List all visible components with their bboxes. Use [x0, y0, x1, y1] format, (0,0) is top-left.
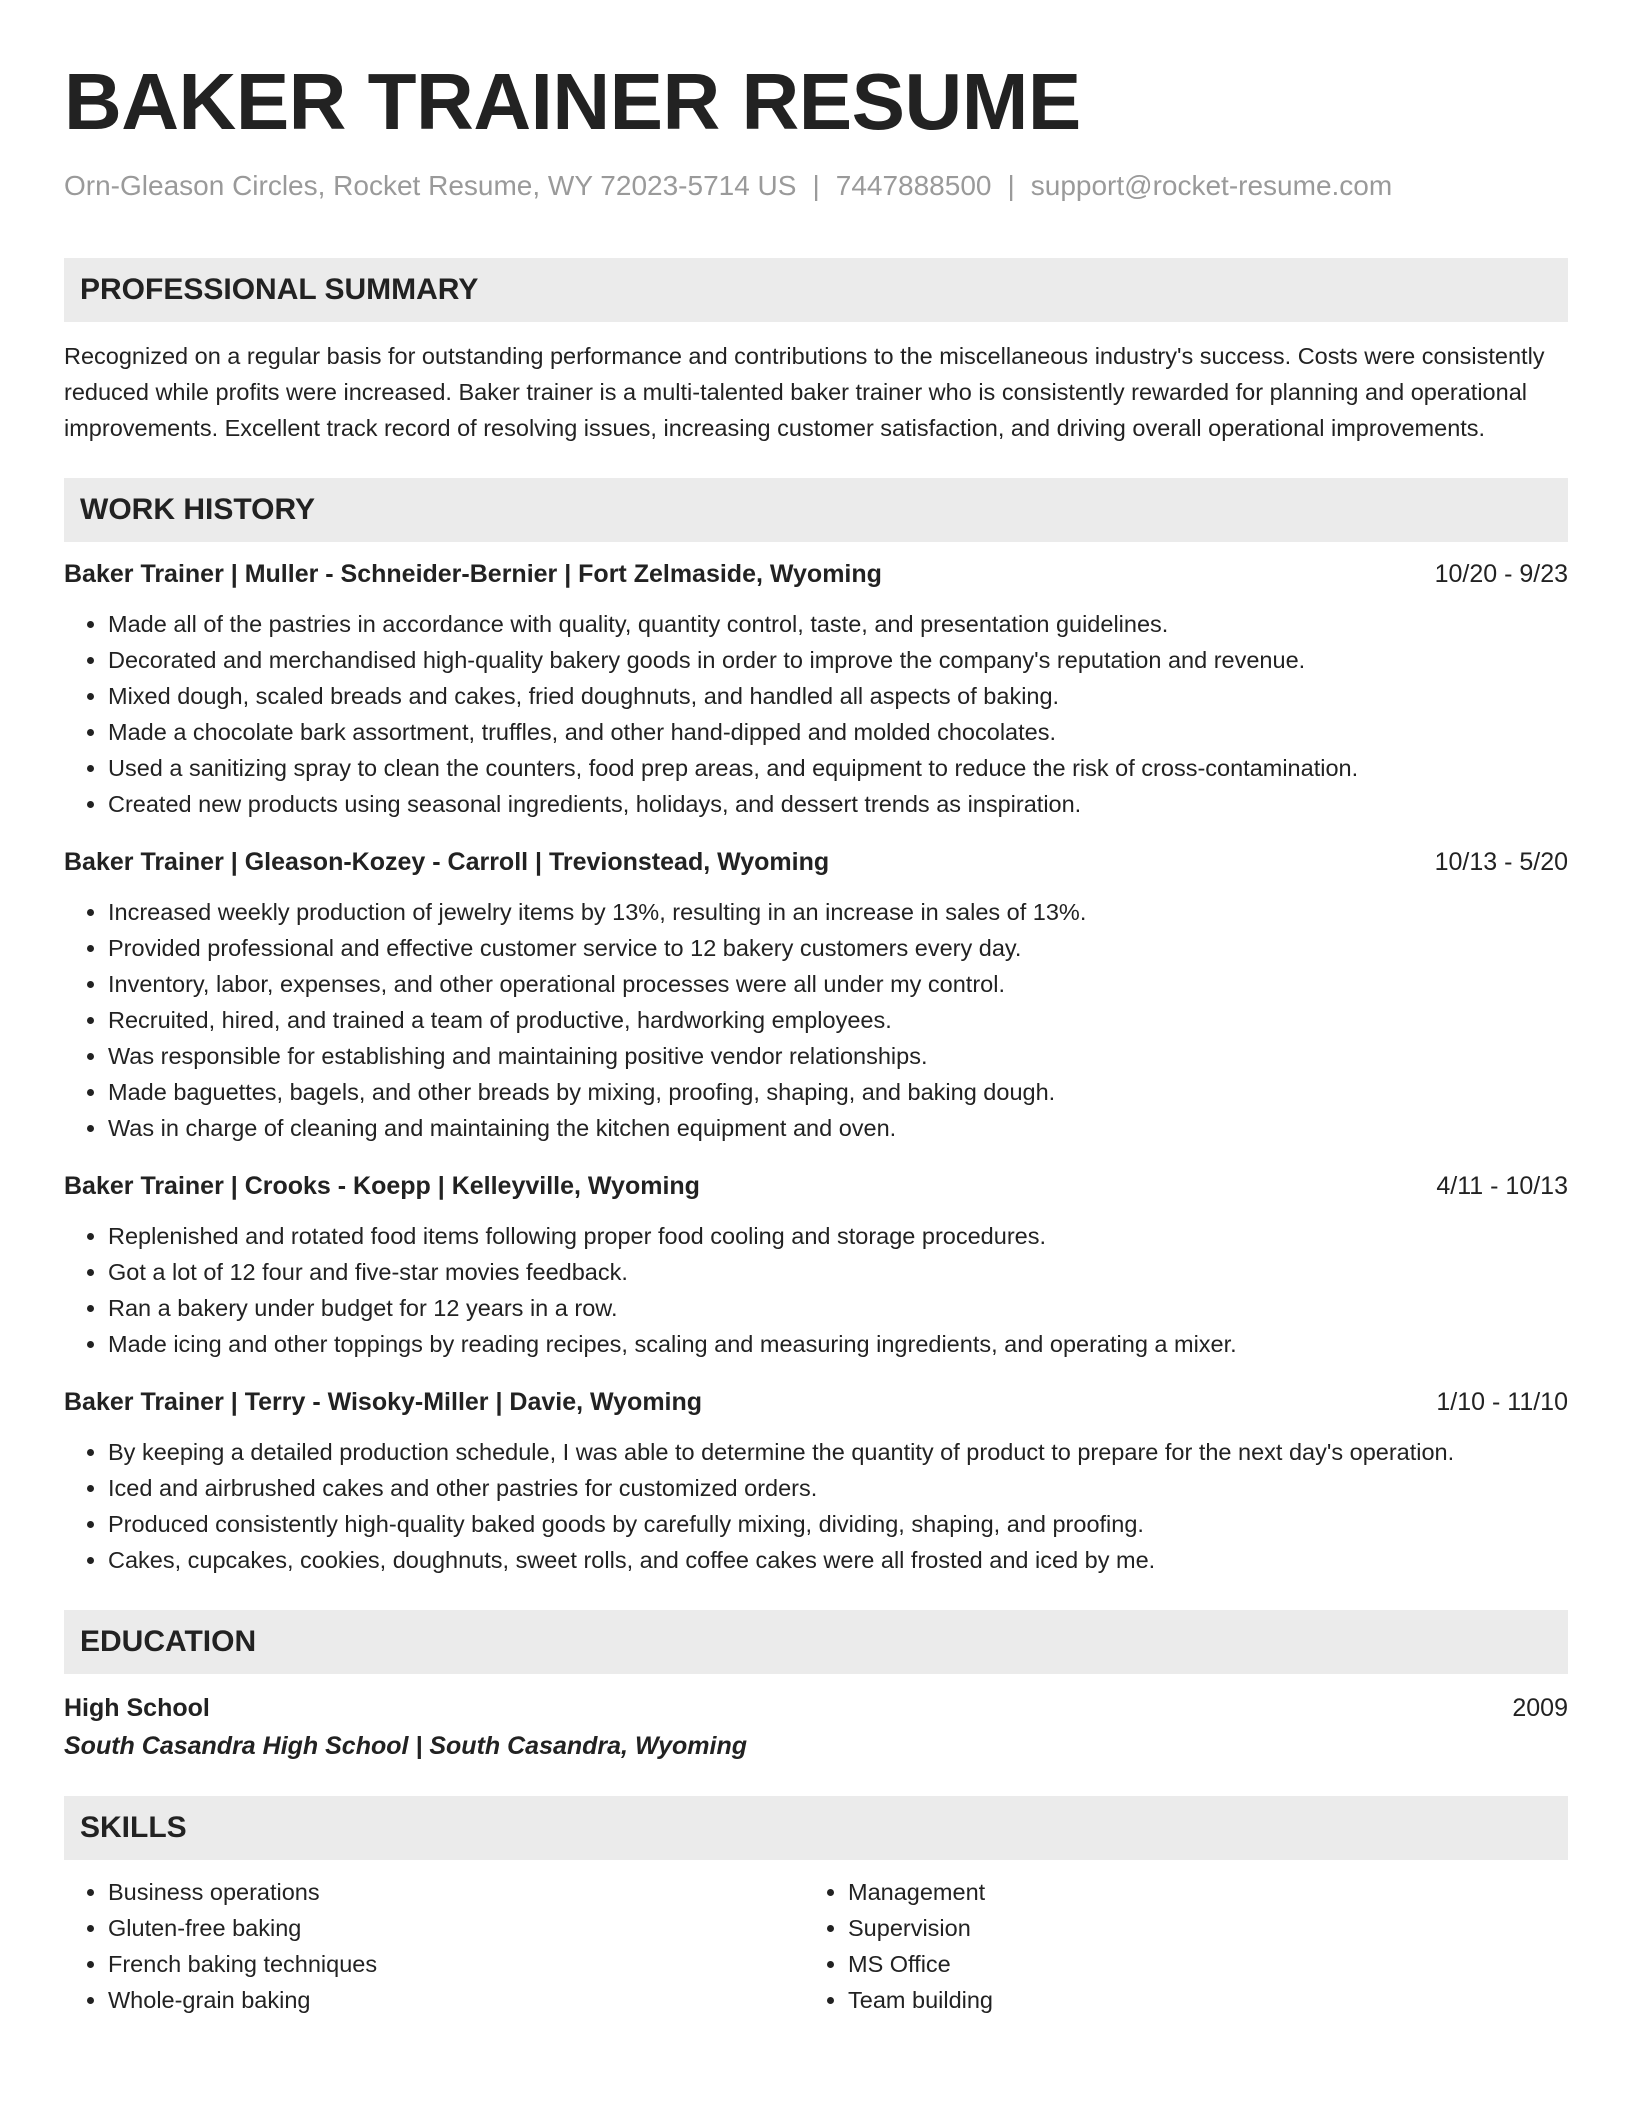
contact-line: [64, 168, 1568, 204]
contact-email: support@rocket-resume.com: [1030, 170, 1393, 201]
job-bullet: • Increased weekly production of jewelry items by 13%, resulting in an increase in sales of 13%.: [108, 894, 1568, 930]
job-title: Baker Trainer | Crooks - Koepp | Kelleyville, Wyoming: [64, 1172, 700, 1200]
skill-item: • Gluten-free baking: [108, 1910, 804, 1946]
skill-item: • French baking techniques: [108, 1946, 804, 1982]
job-header: [64, 1168, 1568, 1204]
job-header: [64, 556, 1568, 592]
job-bullet-list: [64, 894, 1568, 1146]
work-history-list: [64, 556, 1568, 1578]
job-bullet: • Created new products using seasonal ingredients, holidays, and dessert trends as inspiration.: [108, 786, 1568, 822]
job-bullet: • Was in charge of cleaning and maintaining the kitchen equipment and oven.: [108, 1110, 1568, 1146]
education-entry: [64, 1690, 1568, 1726]
job-bullet: • Made icing and other toppings by reading recipes, scaling and measuring ingredients, and operating a mixer.: [108, 1326, 1568, 1362]
job-bullet: • Inventory, labor, expenses, and other operational processes were all under my control.: [108, 966, 1568, 1002]
job-bullet: • Used a sanitizing spray to clean the counters, food prep areas, and equipment to reduce the risk of cross-contamination.: [108, 750, 1568, 786]
job-dates: 4/11 - 10/13: [1436, 1172, 1568, 1200]
skills-list: [64, 1874, 1568, 2018]
job-header: [64, 844, 1568, 880]
job-bullet: • By keeping a detailed production schedule, I was able to determine the quantity of product to prepare for the next day's operation.: [108, 1434, 1568, 1470]
job-title: Baker Trainer | Terry - Wisoky-Miller | Davie, Wyoming: [64, 1388, 703, 1416]
skill-item: • Management: [848, 1874, 1544, 1910]
contact-separator: |: [812, 170, 820, 201]
job-entry: [64, 556, 1568, 822]
skill-item: • Team building: [848, 1982, 1544, 2018]
education-degree: High School: [64, 1694, 210, 1722]
job-bullet: • Replenished and rotated food items following proper food cooling and storage procedures.: [108, 1218, 1568, 1254]
job-entry: [64, 1168, 1568, 1362]
section-heading-skills: SKILLS: [64, 1796, 1568, 1860]
job-dates: 10/20 - 9/23: [1434, 560, 1568, 588]
skill-item: • Business operations: [108, 1874, 804, 1910]
skill-item: • Supervision: [848, 1910, 1544, 1946]
job-bullet: • Provided professional and effective customer service to 12 bakery customers every day.: [108, 930, 1568, 966]
job-bullet: • Iced and airbrushed cakes and other pastries for customized orders.: [108, 1470, 1568, 1506]
skill-item: • Whole-grain baking: [108, 1982, 804, 2018]
job-bullet-list: [64, 1218, 1568, 1362]
job-bullet-list: [64, 606, 1568, 822]
job-bullet: • Mixed dough, scaled breads and cakes, fried doughnuts, and handled all aspects of baking.: [108, 678, 1568, 714]
contact-phone: 7447888500: [835, 170, 992, 201]
skill-item: • MS Office: [848, 1946, 1544, 1982]
education-year: 2009: [1512, 1694, 1568, 1722]
resume-title: BAKER TRAINER RESUME: [64, 57, 1081, 146]
job-bullet: • Cakes, cupcakes, cookies, doughnuts, sweet rolls, and coffee cakes were all frosted and iced by me.: [108, 1542, 1568, 1578]
education-school: South Casandra High School | South Casandra, Wyoming: [64, 1732, 747, 1760]
job-dates: 1/10 - 11/10: [1436, 1388, 1568, 1416]
section-heading-work: WORK HISTORY: [64, 478, 1568, 542]
job-bullet: • Made all of the pastries in accordance with quality, quantity control, taste, and presentation guidelines.: [108, 606, 1568, 642]
job-entry: [64, 1384, 1568, 1578]
job-bullet: • Recruited, hired, and trained a team of productive, hardworking employees.: [108, 1002, 1568, 1038]
job-bullet: • Ran a bakery under budget for 12 years in a row.: [108, 1290, 1568, 1326]
job-bullet-list: [64, 1434, 1568, 1578]
job-bullet: • Was responsible for establishing and maintaining positive vendor relationships.: [108, 1038, 1568, 1074]
job-bullet: • Produced consistently high-quality baked goods by carefully mixing, dividing, shaping, and proofing.: [108, 1506, 1568, 1542]
section-heading-summary: PROFESSIONAL SUMMARY: [64, 258, 1568, 322]
contact-separator: |: [1007, 170, 1015, 201]
skills-column-right: [804, 1874, 1544, 2018]
job-dates: 10/13 - 5/20: [1434, 848, 1568, 876]
job-bullet: • Made a chocolate bark assortment, truffles, and other hand-dipped and molded chocolates.: [108, 714, 1568, 750]
job-bullet: • Made baguettes, bagels, and other breads by mixing, proofing, shaping, and baking dough.: [108, 1074, 1568, 1110]
job-header: [64, 1384, 1568, 1420]
job-entry: [64, 844, 1568, 1146]
skills-column-left: [64, 1874, 804, 2018]
job-title: Baker Trainer | Gleason-Kozey - Carroll | Trevionstead, Wyoming: [64, 848, 830, 876]
contact-address: Orn-Gleason Circles, Rocket Resume, WY 72023-5714 US: [64, 170, 797, 201]
job-bullet: • Decorated and merchandised high-quality bakery goods in order to improve the company's reputation and revenue.: [108, 642, 1568, 678]
section-heading-education: EDUCATION: [64, 1610, 1568, 1674]
summary-text: Recognized on a regular basis for outstanding performance and contributions to the miscellaneous industry's success. Costs were consistently reduced while profits were increased. Baker trainer is a multi-talented baker trainer who is consistently rewarded for planning and operational improvements. Excellent track record of resolving issues, increasing customer satisfaction, and driving overall operational improvements.: [64, 343, 1545, 441]
job-bullet: • Got a lot of 12 four and five-star movies feedback.: [108, 1254, 1568, 1290]
job-title: Baker Trainer | Muller - Schneider-Bernier | Fort Zelmaside, Wyoming: [64, 560, 882, 588]
